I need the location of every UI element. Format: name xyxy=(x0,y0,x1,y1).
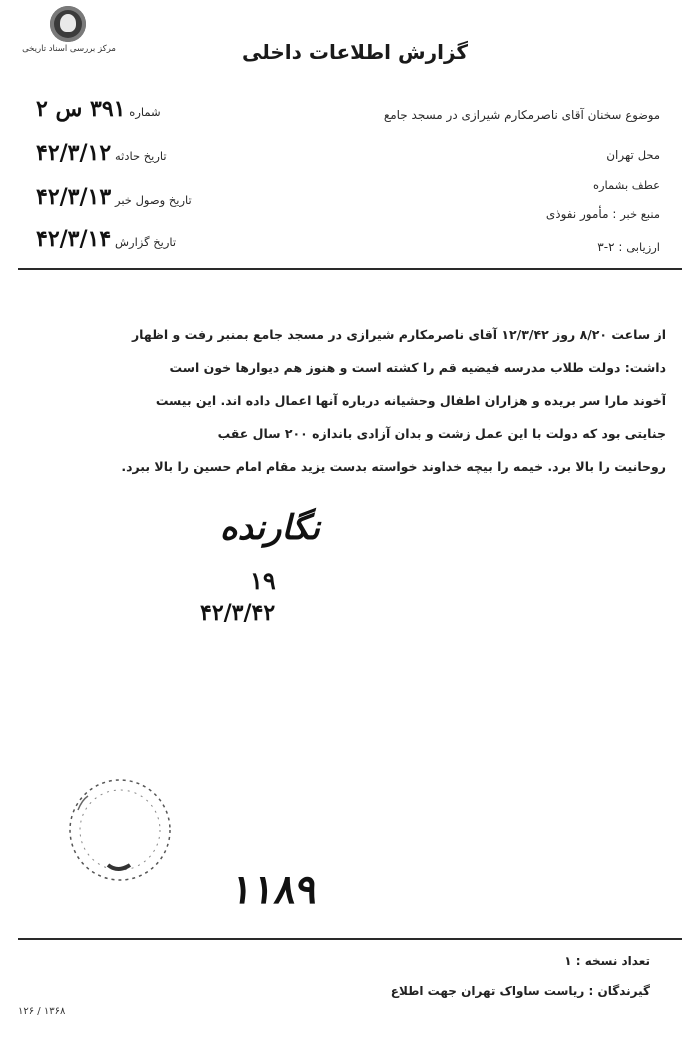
copies-label: تعداد نسخه : xyxy=(575,954,650,968)
source-field: منبع خبر : مأمور نفوذی xyxy=(545,207,660,221)
reference-label: عطف بشماره xyxy=(592,178,660,192)
body-line: جنایتی بود که دولت با این عمل زشت و بدان آزادی باندازه ۲۰۰ سال عقب xyxy=(217,426,666,441)
place-value: تهران xyxy=(606,148,634,162)
header-divider xyxy=(18,268,682,270)
footer-divider xyxy=(18,938,682,940)
number-value: ۳۹۱ س ۲ xyxy=(36,96,126,122)
signature-date: ۴۲/۳/۴۲ xyxy=(200,600,276,626)
evaluation-label: ارزیابی xyxy=(626,240,660,254)
event-date-label: تاریخ حادثه xyxy=(114,149,167,163)
recipients-value: ریاست ساواک تهران جهت اطلاع xyxy=(390,984,585,998)
recipients-field xyxy=(391,984,650,998)
logo-caption: مرکز بررسی اسناد تاریخی xyxy=(22,44,116,54)
reference-field xyxy=(593,178,660,192)
evaluation-value: ۲-۳ xyxy=(597,240,615,254)
archive-number: ۱۱۸۹ xyxy=(228,866,322,913)
archive-logo xyxy=(14,6,124,64)
subject-field xyxy=(384,108,660,122)
copies-field xyxy=(564,954,650,968)
received-date-value: ۴۲/۳/۱۳ xyxy=(36,184,112,210)
recipients-label: گیرندگان : xyxy=(588,984,650,998)
place-field xyxy=(606,148,660,162)
event-date-field xyxy=(36,140,167,166)
body-line: روحانیت را بالا برد. خیمه را بیچه خداوند خواسته بدست یزید مقام امام حسین را بالا ببرد. xyxy=(121,459,666,474)
signature-day: ۱۹ xyxy=(250,566,276,595)
report-date-value: ۴۲/۳/۱۴ xyxy=(36,226,112,252)
subject-label: موضوع xyxy=(625,108,660,122)
official-stamp xyxy=(48,770,188,890)
number-label: شماره xyxy=(129,105,161,119)
event-date-value: ۴۲/۳/۱۲ xyxy=(36,140,112,166)
number-field xyxy=(36,96,161,122)
body-line: آخوند مارا سر بریده و هزاران اطفال وحشیانه درباره آنها اعمال داده اند. این بیست xyxy=(155,393,666,408)
signature: نگارنده xyxy=(219,508,320,548)
body-line: از ساعت ۸/۲۰ روز ۱۲/۳/۴۲ آقای ناصرمکارم شیرازی در مسجد جامع بمنبر رفت و اظهار xyxy=(131,327,666,342)
source-value: مأمور نفوذی xyxy=(545,207,609,221)
received-date-field xyxy=(36,184,192,210)
document-title: گزارش اطلاعات داخلی xyxy=(241,40,469,64)
evaluation-field: ارزیابی : ۲-۳ xyxy=(597,240,660,254)
report-body xyxy=(30,318,666,483)
source-label: منبع خبر xyxy=(620,207,660,221)
report-date-label: تاریخ گزارش xyxy=(114,235,177,249)
place-label: محل xyxy=(637,148,660,162)
signature-block xyxy=(190,488,320,638)
archive-emblem-icon xyxy=(50,6,86,42)
report-date-field xyxy=(36,226,176,252)
received-date-label: تاریخ وصول خبر xyxy=(114,193,192,207)
copies-value: ۱ xyxy=(564,954,572,968)
corner-code: ۱۳۶۸ / ۱۲۶ xyxy=(18,1006,66,1017)
subject-value: سخنان آقای ناصرمکارم شیرازی در مسجد جامع xyxy=(383,108,622,122)
body-line: داشت: دولت طلاب مدرسه فیضیه قم را کشته است و هنوز هم دیوارها خون است xyxy=(169,360,666,375)
